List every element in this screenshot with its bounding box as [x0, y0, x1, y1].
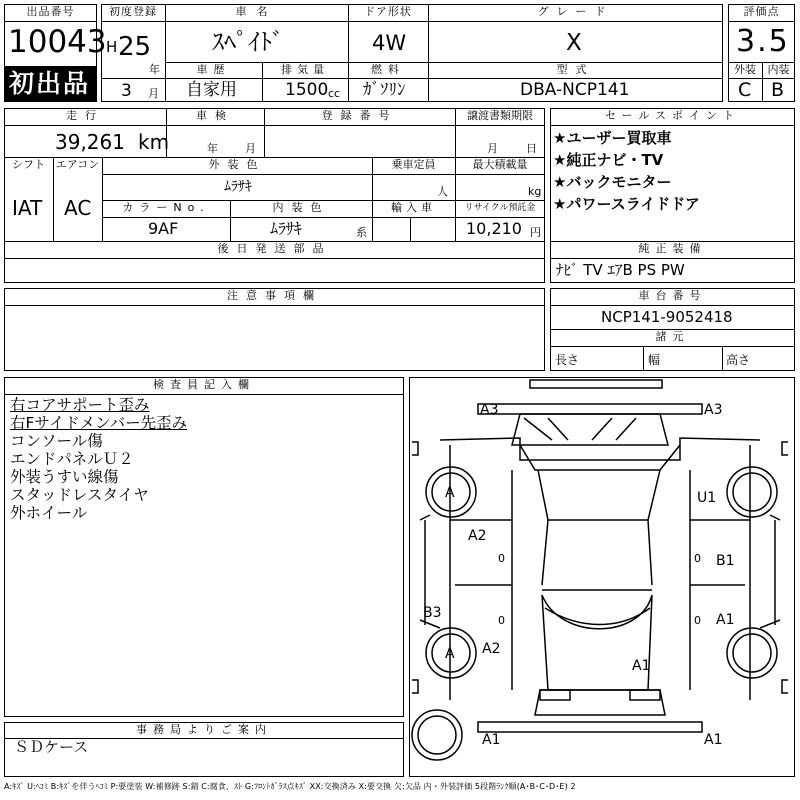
- car-name: ｽﾍﾟｲﾄﾞ: [212, 28, 284, 56]
- chassis-number: NCP141-9052418: [601, 308, 733, 326]
- mark-a1-rear-left: A1: [482, 732, 501, 748]
- inspector-line-1: 右コアサポート歪み: [10, 396, 150, 414]
- sales-point-3: ★バックモニター: [553, 173, 672, 191]
- model-label: 型式: [556, 63, 595, 76]
- first-reg-label: 初度登録: [109, 5, 157, 18]
- displacement: 1500: [285, 80, 329, 100]
- inspection-label: 車検: [196, 109, 234, 122]
- ext-grade: C: [738, 79, 752, 101]
- height-label: 高さ: [726, 353, 751, 367]
- load-label: 最大積載量: [472, 158, 528, 171]
- shift: IAT: [12, 196, 43, 220]
- mark-a3-front-right: A3: [704, 402, 723, 418]
- width-label: 幅: [648, 353, 661, 367]
- shift-label: シフト: [12, 158, 45, 171]
- mileage: 39,261: [55, 130, 125, 154]
- inspector-line-6: スタッドレスタイヤ: [10, 486, 149, 504]
- recycle: 10,210: [466, 219, 522, 238]
- grade: X: [566, 30, 582, 56]
- door-label: ドア形状: [364, 5, 412, 18]
- mileage-unit: km: [138, 130, 170, 154]
- inspector-line-3: コンソール傷: [10, 432, 103, 450]
- insp-year-unit: 年: [207, 142, 218, 155]
- mark-a1-rear-right: A1: [704, 732, 723, 748]
- svg-text:0: 0: [498, 614, 505, 627]
- fuel-label: 燃料: [371, 63, 405, 76]
- inspector-line-4: エンドパネルＵ２: [10, 450, 134, 468]
- mark-a2-rear-door: A2: [482, 641, 501, 657]
- legend: A:ｷｽﾞ U:ﾍｺﾐ B:ｷｽﾞを伴うﾍｺﾐ P:要塗装 W:補修跡 S:錆 C:腐食、ｽﾄ G:ﾌﾛﾝﾄｶﾞﾗｽ点ｷｽﾞ XX:交換済み X:要交換 欠:欠品 内・外装評価 5段階ﾗﾝｸ順(A･B･C･D･E) 2: [4, 782, 576, 791]
- displacement-unit: cc: [328, 87, 341, 100]
- car-diagram: [409, 377, 795, 777]
- reg-no-label: 登録番号: [321, 109, 398, 122]
- int-grade: B: [771, 79, 785, 101]
- insp-month-unit: 月: [245, 142, 256, 155]
- import-label: 輸入車: [391, 201, 436, 214]
- inspector-label: 検査員記入欄: [153, 378, 255, 391]
- int-color-unit: 系: [356, 226, 367, 239]
- svg-text:0: 0: [694, 552, 701, 565]
- mark-a-rear-left-wheel: A: [445, 646, 455, 662]
- fuel: ｶﾞｿﾘﾝ: [363, 80, 406, 100]
- inspector-notes: [10, 396, 187, 522]
- caution-label: 注意事項欄: [227, 289, 322, 302]
- inspector-line-7: 外ホイール: [10, 504, 88, 522]
- car-name-label: 車名: [235, 5, 278, 18]
- int-color-label: 内装色: [272, 201, 330, 214]
- sales-point-2: ★純正ナビ・TV: [553, 151, 664, 169]
- svg-text:0: 0: [498, 552, 505, 565]
- mark-a3-front-left: A3: [480, 402, 499, 418]
- chassis-label: 車台番号: [638, 289, 707, 302]
- grade-label: グレード: [537, 5, 614, 18]
- mark-a-front-left-wheel: A: [445, 485, 455, 501]
- sales-point-1: ★ユーザー買取車: [553, 129, 672, 147]
- inspector-line-5: 外装うすい線傷: [10, 468, 119, 486]
- mark-a2-front-door: A2: [468, 528, 487, 544]
- reg-month: 3: [121, 81, 132, 101]
- int-label: 内装: [767, 63, 790, 76]
- year-unit: 年: [149, 63, 160, 76]
- svg-text:0: 0: [694, 614, 701, 627]
- load-unit: kg: [528, 185, 542, 198]
- mark-a1-rear-door: A1: [716, 612, 735, 628]
- reg-year: 25: [118, 32, 152, 62]
- transfer-label: 譲渡書類期限: [467, 109, 533, 122]
- ext-color: ﾑﾗｻｷ: [224, 179, 252, 195]
- lot-number: 10043: [8, 24, 107, 60]
- dims-label: 諸元: [655, 330, 690, 343]
- door-type: 4W: [372, 31, 407, 55]
- first-listing-text: 初出品: [9, 69, 91, 98]
- mark-a1-rear-deck: A1: [632, 658, 651, 674]
- sales-label: セールスポイント: [604, 109, 740, 122]
- capacity-unit: 人: [437, 185, 448, 198]
- color-no: 9AF: [148, 219, 179, 238]
- era: H: [106, 38, 118, 56]
- mark-u1: U1: [697, 490, 717, 506]
- history: 自家用: [186, 80, 237, 100]
- genuine-equipment: ﾅﾋﾞ TV ｴｱB PS PW: [556, 261, 685, 279]
- mark-b1: B1: [716, 553, 735, 569]
- office-note: ＳＤケース: [14, 738, 89, 756]
- displacement-label: 排気量: [281, 63, 329, 76]
- model: DBA-NCP141: [520, 80, 630, 100]
- later-parts-label: 後日発送部品: [217, 242, 332, 255]
- color-no-label: カラーNo.: [122, 201, 210, 214]
- recycle-label: リサイクル預託金: [464, 203, 536, 213]
- ext-color-label: 外装色: [208, 158, 266, 171]
- transfer-day-unit: 日: [526, 142, 537, 155]
- office-label: 事務局よりご案内: [136, 723, 272, 736]
- sales-point-4: ★パワースライドドア: [553, 195, 700, 213]
- inspector-line-2: 右Fサイドメンバー先歪み: [10, 414, 188, 432]
- mileage-label: 走行: [66, 109, 104, 122]
- ext-label: 外装: [734, 63, 756, 76]
- recycle-unit: 円: [530, 226, 541, 239]
- ac-label: エアコン: [55, 158, 100, 171]
- capacity-label: 乗車定員: [391, 158, 436, 171]
- lot-label: 出品番号: [26, 5, 75, 18]
- mark-b3: B3: [423, 605, 442, 621]
- genuine-label: 純正装備: [638, 242, 707, 255]
- score-label: 評価点: [743, 5, 780, 18]
- transfer-month-unit: 月: [487, 142, 498, 155]
- length-label: 長さ: [555, 353, 580, 367]
- history-label: 車歴: [196, 63, 231, 76]
- score: 3.5: [736, 24, 790, 59]
- int-color: ﾑﾗｻｷ: [270, 219, 303, 238]
- month-unit: 月: [148, 87, 159, 100]
- ac: AC: [64, 196, 92, 220]
